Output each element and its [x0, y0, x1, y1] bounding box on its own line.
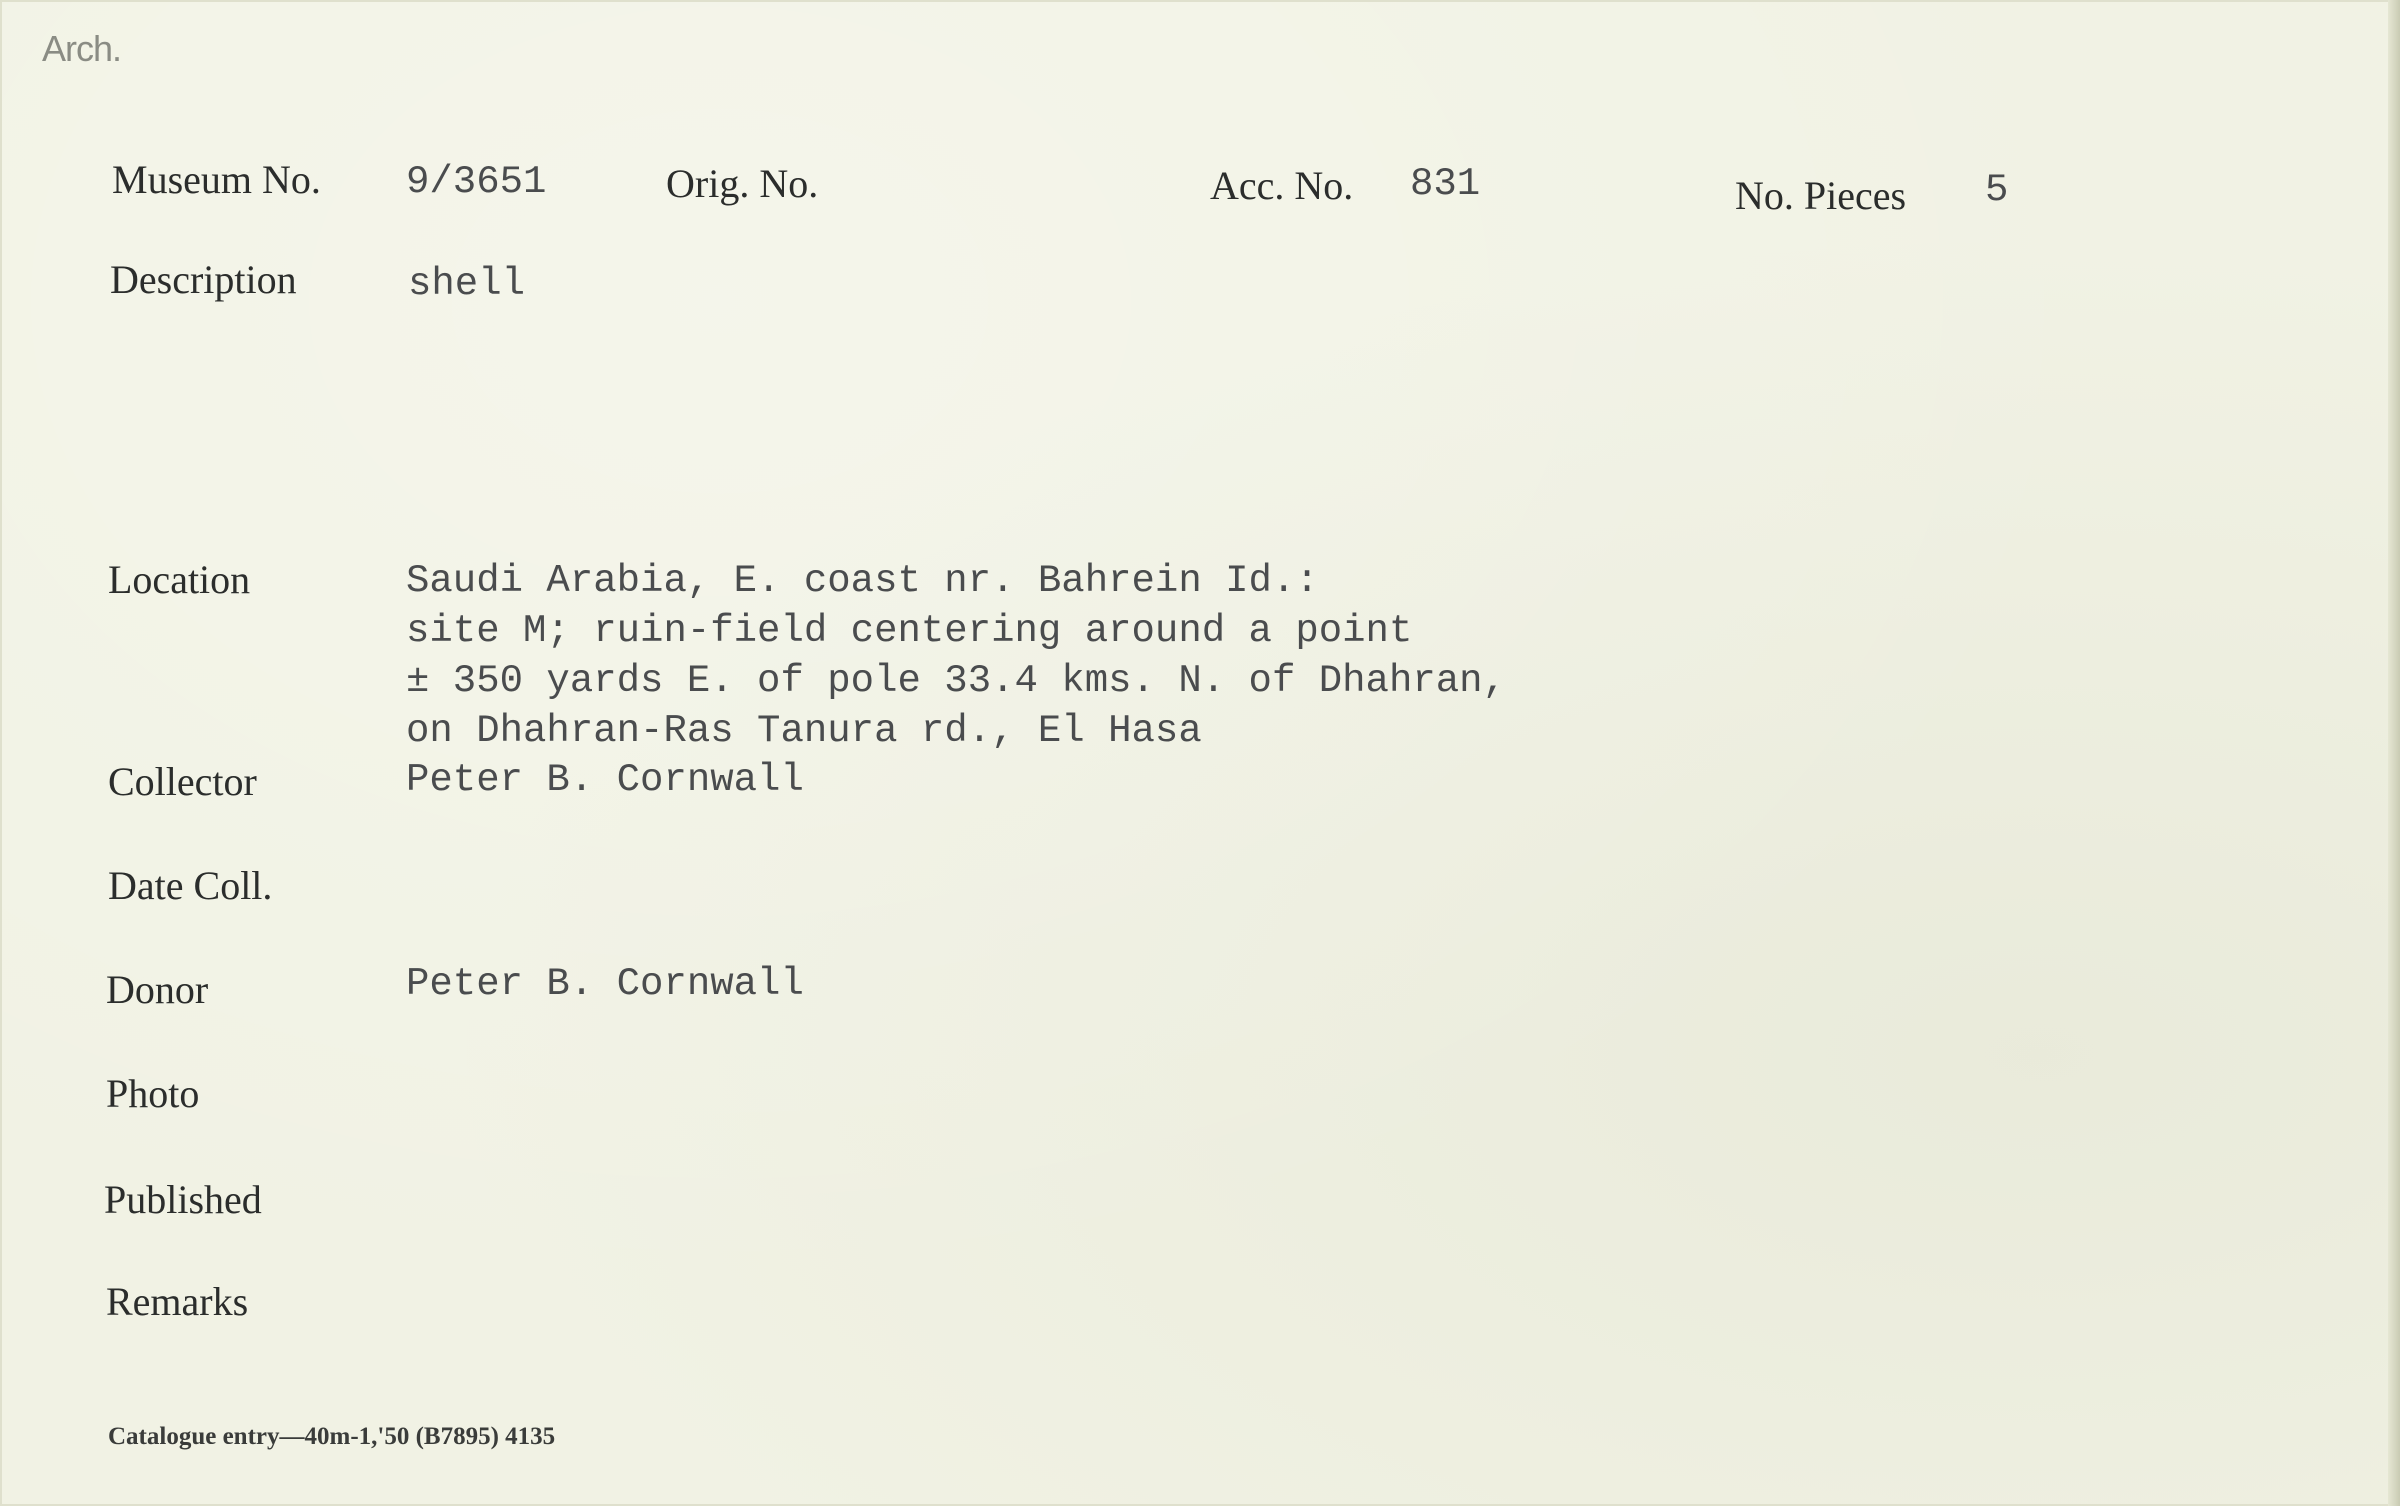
- location-label: Location: [108, 557, 251, 602]
- card-edge: [2388, 0, 2400, 1506]
- description-label: Description: [110, 257, 297, 302]
- date-coll-label: Date Coll.: [108, 863, 273, 908]
- no-pieces-value: 5: [1985, 168, 2009, 212]
- catalogue-footer: Catalogue entry—40m-1,'50 (B7895) 4135: [108, 1423, 556, 1450]
- donor-label: Donor: [106, 967, 209, 1012]
- donor-value: Peter B. Cornwall: [406, 962, 804, 1006]
- location-line: on Dhahran-Ras Tanura rd., El Hasa: [406, 709, 1202, 753]
- no-pieces-label: No. Pieces: [1735, 173, 1907, 218]
- collector-value: Peter B. Cornwall: [406, 758, 804, 802]
- photo-label: Photo: [106, 1071, 200, 1116]
- museum-no-value: 9/3651: [406, 160, 547, 204]
- orig-no-label: Orig. No.: [666, 161, 819, 206]
- location-line: ± 350 yards E. of pole 33.4 kms. N. of Dhahran,: [406, 659, 1506, 703]
- location-value: [406, 556, 1506, 756]
- museum-no-label: Museum No.: [112, 157, 321, 202]
- acc-no-value: 831: [1410, 162, 1481, 206]
- description-value: shell: [408, 262, 526, 306]
- location-line: site M; ruin-field centering around a point: [406, 609, 1413, 653]
- collector-label: Collector: [108, 759, 257, 804]
- location-line: Saudi Arabia, E. coast nr. Bahrein Id.:: [406, 559, 1319, 603]
- remarks-label: Remarks: [106, 1279, 249, 1324]
- corner-note: Arch.: [42, 28, 122, 69]
- published-label: Published: [104, 1177, 262, 1222]
- acc-no-label: Acc. No.: [1210, 163, 1354, 208]
